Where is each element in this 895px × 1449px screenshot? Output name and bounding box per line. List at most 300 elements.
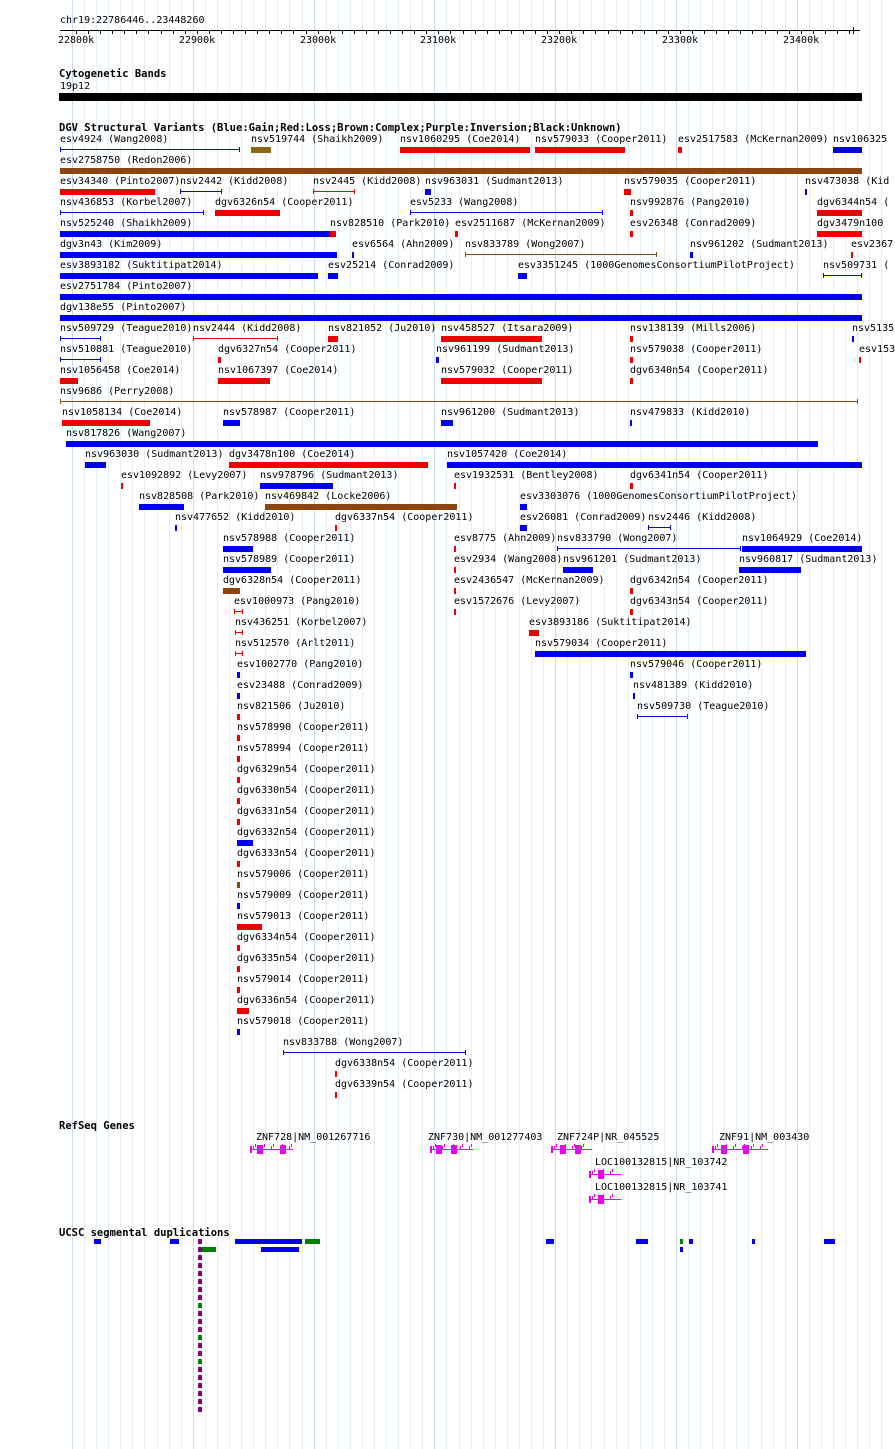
gene-exon[interactable]: [257, 1145, 263, 1154]
segdup-stack-bar[interactable]: [198, 1319, 202, 1324]
dgv-feature-label[interactable]: nsv481389 (Kidd2010): [633, 680, 754, 691]
dgv-feature-label[interactable]: nsv1057420 (Coe2014): [447, 449, 568, 460]
dgv-feature-bar[interactable]: [454, 546, 456, 552]
dgv-feature-label[interactable]: dgv6335n54 (Cooper2011): [237, 953, 376, 964]
dgv-feature-bar[interactable]: [237, 882, 240, 888]
dgv-feature-label[interactable]: nsv833790 (Wong2007): [557, 533, 678, 544]
dgv-feature-label[interactable]: nsv509729 (Teague2010): [60, 323, 193, 334]
dgv-feature-label[interactable]: nsv469842 (Locke2006): [265, 491, 392, 502]
dgv-feature-bar[interactable]: [425, 189, 431, 195]
dgv-feature-line[interactable]: [60, 212, 204, 213]
dgv-feature-label[interactable]: nsv579006 (Cooper2011): [237, 869, 370, 880]
dgv-feature-bar[interactable]: [352, 252, 354, 258]
dgv-feature-bar[interactable]: [223, 546, 253, 552]
dgv-feature-label[interactable]: nsv579035 (Cooper2011): [624, 176, 757, 187]
dgv-feature-label[interactable]: esv1932531 (Bentley2008): [454, 470, 599, 481]
dgv-feature-label[interactable]: nsv2442 (Kidd2008): [180, 176, 289, 187]
dgv-feature-label[interactable]: dgv6328n54 (Cooper2011): [223, 575, 362, 586]
dgv-feature-bar[interactable]: [518, 273, 527, 279]
dgv-feature-label[interactable]: nsv821052 (Ju2010): [328, 323, 437, 334]
dgv-feature-bar[interactable]: [223, 420, 240, 426]
gene-exon[interactable]: [743, 1145, 749, 1154]
segdup-bar[interactable]: [202, 1247, 216, 1252]
dgv-feature-label[interactable]: nsv961201 (Sudmant2013): [563, 554, 702, 565]
dgv-feature-bar[interactable]: [218, 378, 270, 384]
dgv-feature-bar[interactable]: [630, 357, 633, 363]
dgv-feature-label[interactable]: nsv509731 (: [823, 260, 890, 271]
dgv-feature-label[interactable]: nsv138139 (Mills2006): [630, 323, 757, 334]
dgv-feature-label[interactable]: esv1572676 (Levy2007): [454, 596, 581, 607]
dgv-feature-bar[interactable]: [454, 483, 456, 489]
dgv-feature-label[interactable]: esv34340 (Pinto2007): [60, 176, 181, 187]
dgv-feature-bar[interactable]: [328, 336, 338, 342]
dgv-feature-label[interactable]: dgv6342n54 (Cooper2011): [630, 575, 769, 586]
dgv-feature-bar[interactable]: [237, 861, 240, 867]
dgv-feature-label[interactable]: esv4924 (Wang2008): [60, 134, 169, 145]
dgv-feature-label[interactable]: dgv6336n54 (Cooper2011): [237, 995, 376, 1006]
dgv-feature-label[interactable]: dgv6337n54 (Cooper2011): [335, 512, 474, 523]
dgv-feature-bar[interactable]: [60, 294, 862, 300]
segdup-bar[interactable]: [824, 1239, 835, 1244]
dgv-feature-label[interactable]: nsv992876 (Pang2010): [630, 197, 751, 208]
dgv-feature-bar[interactable]: [535, 147, 625, 153]
dgv-feature-label[interactable]: nsv578989 (Cooper2011): [223, 554, 356, 565]
dgv-feature-label[interactable]: esv2758750 (Redon2006): [60, 155, 193, 166]
ruler-arrow: [853, 27, 854, 34]
dgv-feature-label[interactable]: nsv828510 (Park2010): [330, 218, 451, 229]
dgv-feature-label[interactable]: nsv477652 (Kidd2010): [175, 512, 296, 523]
segdup-stack-bar[interactable]: [198, 1287, 202, 1292]
dgv-feature-cap-left: [465, 252, 466, 257]
gene-exon[interactable]: [451, 1145, 457, 1154]
segdup-bar[interactable]: [689, 1239, 693, 1244]
dgv-feature-bar[interactable]: [62, 420, 150, 426]
dgv-feature-label[interactable]: nsv2445 (Kidd2008): [313, 176, 422, 187]
gene-exon[interactable]: [598, 1195, 604, 1204]
segdup-stack-bar[interactable]: [198, 1271, 202, 1276]
dgv-feature-line[interactable]: [637, 716, 688, 717]
dgv-feature-bar[interactable]: [237, 1029, 240, 1035]
segdup-bar[interactable]: [235, 1239, 302, 1244]
dgv-feature-bar[interactable]: [678, 147, 682, 153]
ruler-tick: [728, 30, 729, 34]
dgv-feature-bar[interactable]: [851, 252, 853, 258]
segdup-stack-bar[interactable]: [198, 1351, 202, 1356]
gene-label[interactable]: ZNF728|NM_001267716: [256, 1132, 371, 1143]
dgv-feature-label[interactable]: esv1002770 (Pang2010): [237, 659, 364, 670]
dgv-feature-label[interactable]: dgv138e55 (Pinto2007): [60, 302, 187, 313]
dgv-feature-label[interactable]: nsv579009 (Cooper2011): [237, 890, 370, 901]
dgv-feature-label[interactable]: nsv9686 (Perry2008): [60, 386, 175, 397]
dgv-track-title[interactable]: DGV Structural Variants (Blue:Gain;Red:Loss;Brown:Complex;Purple:Inversion;Black:Unknown): [59, 122, 622, 134]
dgv-feature-label[interactable]: esv2367: [851, 239, 894, 250]
gene-exon[interactable]: [598, 1170, 604, 1179]
dgv-feature-cap-left: [60, 336, 61, 341]
segdup-bar[interactable]: [680, 1239, 683, 1244]
dgv-feature-bar[interactable]: [630, 609, 633, 615]
position-label: chr19:22786446..23448260: [60, 15, 205, 26]
dgv-feature-label[interactable]: esv6564 (Ahn2009): [352, 239, 455, 250]
dgv-feature-label[interactable]: nsv1067397 (Coe2014): [218, 365, 339, 376]
dgv-feature-label[interactable]: nsv579013 (Cooper2011): [237, 911, 370, 922]
refseq-track-title[interactable]: RefSeq Genes: [59, 1120, 135, 1132]
dgv-feature-cap-left: [823, 273, 824, 278]
segdup-stack-bar[interactable]: [198, 1335, 202, 1340]
ruler-tick: [209, 30, 210, 34]
dgv-feature-bar[interactable]: [237, 777, 240, 783]
dgv-feature-line[interactable]: [313, 191, 355, 192]
dgv-feature-label[interactable]: nsv1064929 (Coe2014): [742, 533, 863, 544]
dgv-feature-label[interactable]: nsv2444 (Kidd2008): [193, 323, 302, 334]
dgv-feature-label[interactable]: esv25214 (Conrad2009): [328, 260, 455, 271]
dgv-feature-line[interactable]: [193, 338, 278, 339]
dgv-feature-label[interactable]: nsv963030 (Sudmant2013): [85, 449, 224, 460]
gene-label[interactable]: LOC100132815|NR_103742: [595, 1157, 728, 1168]
dgv-feature-bar[interactable]: [237, 714, 240, 720]
dgv-feature-bar[interactable]: [805, 189, 807, 195]
gene-exon[interactable]: [436, 1145, 442, 1154]
dgv-feature-bar[interactable]: [563, 567, 593, 573]
cytoband-bar[interactable]: [59, 93, 862, 101]
dgv-feature-bar[interactable]: [447, 462, 862, 468]
gene-label[interactable]: ZNF730|NM_001277403: [428, 1132, 543, 1143]
segdup-stack-bar[interactable]: [198, 1327, 202, 1332]
dgv-feature-label[interactable]: nsv821506 (Ju2010): [237, 701, 346, 712]
segdup-track-title[interactable]: UCSC segmental duplications: [59, 1227, 230, 1239]
dgv-feature-bar[interactable]: [852, 336, 854, 342]
dgv-feature-label[interactable]: nsv961199 (Sudmant2013): [436, 344, 575, 355]
dgv-feature-label[interactable]: esv3893182 (Suktitipat2014): [60, 260, 223, 271]
dgv-feature-line[interactable]: [823, 275, 862, 276]
dgv-feature-bar[interactable]: [335, 525, 337, 531]
dgv-feature-label[interactable]: esv23488 (Conrad2009): [237, 680, 364, 691]
dgv-feature-bar[interactable]: [817, 210, 862, 216]
dgv-feature-bar[interactable]: [237, 798, 240, 804]
dgv-feature-bar[interactable]: [335, 1092, 337, 1098]
dgv-feature-label[interactable]: dgv6331n54 (Cooper2011): [237, 806, 376, 817]
dgv-feature-bar[interactable]: [630, 210, 633, 216]
dgv-feature-label[interactable]: nsv963031 (Sudmant2013): [425, 176, 564, 187]
gene-intron-line[interactable]: [589, 1174, 621, 1175]
gene-strand-mark: [462, 1144, 463, 1147]
dgv-feature-label[interactable]: dgv6333n54 (Cooper2011): [237, 848, 376, 859]
dgv-feature-label[interactable]: nsv2446 (Kidd2008): [648, 512, 757, 523]
dgv-feature-label[interactable]: dgv3479n100: [817, 218, 884, 229]
dgv-feature-bar[interactable]: [237, 987, 240, 993]
dgv-feature-bar[interactable]: [175, 525, 177, 531]
dgv-feature-bar[interactable]: [237, 903, 240, 909]
segdup-stack-bar[interactable]: [198, 1255, 202, 1260]
ruler-tick: [390, 30, 391, 34]
dgv-feature-bar[interactable]: [223, 567, 271, 573]
dgv-feature-bar[interactable]: [60, 315, 862, 321]
segdup-bar[interactable]: [680, 1247, 683, 1252]
dgv-feature-bar[interactable]: [237, 735, 240, 741]
segdup-bar[interactable]: [94, 1239, 101, 1244]
segdup-bar[interactable]: [261, 1247, 299, 1252]
segdup-bar[interactable]: [636, 1239, 648, 1244]
dgv-feature-label[interactable]: nsv510881 (Teague2010): [60, 344, 193, 355]
gene-start-cap: [589, 1171, 591, 1178]
dgv-feature-bar[interactable]: [817, 231, 862, 237]
gridline: [628, 0, 629, 1449]
dgv-feature-bar[interactable]: [237, 819, 240, 825]
dgv-feature-label[interactable]: nsv106325: [833, 134, 888, 145]
dgv-feature-label[interactable]: dgv6341n54 (Cooper2011): [630, 470, 769, 481]
dgv-feature-label[interactable]: nsv978796 (Sudmant2013): [260, 470, 399, 481]
dgv-feature-line[interactable]: [60, 338, 101, 339]
segdup-stack-bar[interactable]: [198, 1399, 202, 1404]
dgv-feature-bar[interactable]: [335, 1071, 337, 1077]
dgv-feature-label[interactable]: nsv817826 (Wang2007): [66, 428, 187, 439]
dgv-feature-label[interactable]: dgv6334n54 (Cooper2011): [237, 932, 376, 943]
segdup-stack-bar[interactable]: [198, 1343, 202, 1348]
dgv-feature-label[interactable]: esv2934 (Wang2008): [454, 554, 563, 565]
dgv-feature-line[interactable]: [180, 191, 222, 192]
ruler-tick: [185, 30, 186, 34]
dgv-feature-bar[interactable]: [237, 672, 240, 678]
dgv-feature-bar[interactable]: [630, 588, 633, 594]
dgv-feature-bar[interactable]: [237, 945, 240, 951]
dgv-feature-label[interactable]: nsv579018 (Cooper2011): [237, 1016, 370, 1027]
dgv-feature-bar[interactable]: [535, 651, 806, 657]
dgv-feature-bar[interactable]: [859, 357, 861, 363]
dgv-feature-label[interactable]: dgv6332n54 (Cooper2011): [237, 827, 376, 838]
dgv-feature-line[interactable]: [60, 401, 858, 402]
segdup-bar[interactable]: [546, 1239, 554, 1244]
dgv-feature-bar[interactable]: [400, 147, 530, 153]
dgv-feature-label[interactable]: dgv6343n54 (Cooper2011): [630, 596, 769, 607]
dgv-feature-bar[interactable]: [237, 924, 262, 930]
dgv-feature-label[interactable]: nsv579046 (Cooper2011): [630, 659, 763, 670]
dgv-feature-bar[interactable]: [260, 483, 333, 489]
gene-label[interactable]: ZNF91|NM_003430: [719, 1132, 810, 1143]
dgv-feature-bar[interactable]: [85, 462, 106, 468]
dgv-feature-label[interactable]: dgv6340n54 (Cooper2011): [630, 365, 769, 376]
dgv-feature-bar[interactable]: [237, 756, 240, 762]
cytoband-track-title[interactable]: Cytogenetic Bands: [59, 68, 167, 80]
dgv-feature-bar[interactable]: [60, 378, 78, 384]
dgv-feature-cap-left: [235, 651, 236, 656]
dgv-feature-bar[interactable]: [630, 336, 633, 342]
dgv-feature-label[interactable]: esv3893186 (Suktitipat2014): [529, 617, 692, 628]
dgv-feature-bar[interactable]: [60, 252, 337, 258]
dgv-feature-label[interactable]: esv3351245 (1000GenomesConsortiumPilotProject): [518, 260, 795, 271]
dgv-feature-bar[interactable]: [237, 840, 253, 846]
dgv-feature-line[interactable]: [648, 527, 671, 528]
dgv-feature-bar[interactable]: [630, 378, 633, 384]
segdup-bar[interactable]: [752, 1239, 755, 1244]
dgv-feature-label[interactable]: esv2436547 (McKernan2009): [454, 575, 605, 586]
dgv-feature-label[interactable]: nsv436853 (Korbel2007): [60, 197, 193, 208]
segdup-bar[interactable]: [170, 1239, 179, 1244]
gene-intron-line[interactable]: [551, 1149, 592, 1150]
dgv-feature-label[interactable]: nsv579032 (Cooper2011): [441, 365, 574, 376]
dgv-feature-label[interactable]: esv26348 (Conrad2009): [630, 218, 757, 229]
dgv-feature-label[interactable]: nsv579038 (Cooper2011): [630, 344, 763, 355]
dgv-feature-label[interactable]: nsv833788 (Wong2007): [283, 1037, 404, 1048]
segdup-stack-bar[interactable]: [198, 1295, 202, 1300]
gene-exon[interactable]: [721, 1145, 727, 1154]
dgv-feature-label[interactable]: dgv6329n54 (Cooper2011): [237, 764, 376, 775]
dgv-feature-bar[interactable]: [223, 588, 240, 594]
dgv-feature-bar[interactable]: [60, 189, 155, 195]
dgv-feature-bar[interactable]: [229, 462, 428, 468]
dgv-feature-label[interactable]: dgv6344n54 (: [817, 197, 890, 208]
dgv-feature-bar[interactable]: [139, 504, 184, 510]
dgv-feature-bar[interactable]: [265, 504, 457, 510]
dgv-feature-label[interactable]: dgv3478n100 (Coe2014): [229, 449, 356, 460]
gene-strand-mark: [592, 1196, 593, 1199]
dgv-feature-line[interactable]: [410, 212, 603, 213]
dgv-feature-label[interactable]: nsv519744 (Shaikh2009): [251, 134, 384, 145]
dgv-feature-bar[interactable]: [630, 672, 633, 678]
dgv-feature-bar[interactable]: [742, 546, 862, 552]
dgv-feature-label[interactable]: esv2511687 (McKernan2009): [455, 218, 606, 229]
segdup-stack-bar[interactable]: [198, 1279, 202, 1284]
dgv-feature-bar[interactable]: [633, 693, 635, 699]
dgv-feature-bar[interactable]: [833, 147, 862, 153]
dgv-feature-label[interactable]: nsv960817 (Sudmant2013): [739, 554, 878, 565]
dgv-feature-label[interactable]: nsv5135: [852, 323, 895, 334]
segdup-stack-bar[interactable]: [198, 1407, 202, 1412]
dgv-feature-label[interactable]: nsv512570 (Arlt2011): [235, 638, 356, 649]
dgv-feature-label[interactable]: nsv961202 (Sudmant2013): [690, 239, 829, 250]
segdup-bar[interactable]: [305, 1239, 320, 1244]
ruler-tick-label: 22900k: [179, 35, 216, 46]
gene-exon[interactable]: [560, 1145, 566, 1154]
dgv-feature-label[interactable]: esv26081 (Conrad2009): [520, 512, 647, 523]
dgv-feature-label[interactable]: nsv473038 (Kid: [805, 176, 890, 187]
dgv-feature-label[interactable]: esv1092892 (Levy2007): [121, 470, 248, 481]
ruler-tick: [269, 30, 270, 34]
ruler-tick: [161, 30, 162, 34]
dgv-feature-bar[interactable]: [60, 168, 862, 174]
segdup-stack-bar[interactable]: [198, 1247, 202, 1252]
dgv-feature-label[interactable]: esv1000973 (Pang2010): [234, 596, 361, 607]
dgv-feature-label[interactable]: esv2517583 (McKernan2009): [678, 134, 829, 145]
dgv-feature-bar[interactable]: [454, 609, 456, 615]
dgv-feature-label[interactable]: nsv579014 (Cooper2011): [237, 974, 370, 985]
dgv-feature-bar[interactable]: [330, 231, 336, 237]
dgv-feature-label[interactable]: dgv6327n54 (Cooper2011): [218, 344, 357, 355]
dgv-feature-label[interactable]: dgv6330n54 (Cooper2011): [237, 785, 376, 796]
dgv-feature-bar[interactable]: [328, 273, 338, 279]
dgv-feature-label[interactable]: nsv1060295 (Coe2014): [400, 134, 521, 145]
gene-strand-mark: [469, 1146, 470, 1149]
dgv-feature-bar[interactable]: [455, 231, 458, 237]
ruler-tick: [475, 30, 476, 34]
segdup-stack-bar[interactable]: [198, 1263, 202, 1268]
dgv-feature-line[interactable]: [60, 149, 240, 150]
dgv-feature-bar[interactable]: [630, 231, 633, 237]
dgv-feature-label[interactable]: dgv6326n54 (Cooper2011): [215, 197, 354, 208]
gene-strand-mark: [612, 1194, 613, 1197]
dgv-feature-bar[interactable]: [529, 630, 539, 636]
dgv-feature-label[interactable]: nsv578990 (Cooper2011): [237, 722, 370, 733]
dgv-feature-label[interactable]: nsv525240 (Shaikh2009): [60, 218, 193, 229]
dgv-feature-label[interactable]: dgv6339n54 (Cooper2011): [335, 1079, 474, 1090]
dgv-feature-bar[interactable]: [454, 567, 456, 573]
dgv-feature-bar[interactable]: [215, 210, 280, 216]
dgv-feature-bar[interactable]: [218, 357, 221, 363]
dgv-feature-bar[interactable]: [624, 189, 631, 195]
dgv-feature-label[interactable]: esv153: [859, 344, 895, 355]
dgv-feature-line[interactable]: [465, 254, 657, 255]
dgv-feature-bar[interactable]: [630, 420, 632, 426]
dgv-feature-label[interactable]: nsv1058134 (Coe2014): [62, 407, 183, 418]
gene-strand-mark: [444, 1144, 445, 1147]
dgv-feature-bar[interactable]: [66, 441, 818, 447]
segdup-stack-bar[interactable]: [198, 1383, 202, 1388]
gene-label[interactable]: LOC100132815|NR_103741: [595, 1182, 728, 1193]
dgv-feature-bar[interactable]: [520, 504, 527, 510]
dgv-feature-label[interactable]: esv2751784 (Pinto2007): [60, 281, 193, 292]
dgv-feature-label[interactable]: esv8775 (Ahn2009): [454, 533, 557, 544]
dgv-feature-label[interactable]: nsv436251 (Korbel2007): [235, 617, 368, 628]
segdup-stack-bar[interactable]: [198, 1367, 202, 1372]
dgv-feature-bar[interactable]: [436, 357, 439, 363]
dgv-feature-bar[interactable]: [441, 420, 453, 426]
dgv-feature-bar[interactable]: [690, 252, 693, 258]
dgv-feature-bar[interactable]: [251, 147, 271, 153]
segdup-stack-bar[interactable]: [198, 1391, 202, 1396]
dgv-feature-label[interactable]: nsv828508 (Park2010): [139, 491, 260, 502]
dgv-feature-label[interactable]: dgv3n43 (Kim2009): [60, 239, 163, 250]
ruler-tick: [571, 30, 572, 34]
dgv-feature-bar[interactable]: [237, 966, 240, 972]
gene-label[interactable]: ZNF724P|NR_045525: [557, 1132, 660, 1143]
dgv-feature-label[interactable]: nsv833789 (Wong2007): [465, 239, 586, 250]
segdup-stack-bar[interactable]: [198, 1311, 202, 1316]
dgv-feature-label[interactable]: esv3303076 (1000GenomesConsortiumPilotProject): [520, 491, 797, 502]
dgv-feature-label[interactable]: nsv579033 (Cooper2011): [535, 134, 668, 145]
dgv-feature-bar[interactable]: [237, 693, 240, 699]
dgv-feature-line[interactable]: [283, 1052, 466, 1053]
segdup-stack-bar[interactable]: [198, 1359, 202, 1364]
dgv-feature-bar[interactable]: [60, 273, 318, 279]
dgv-feature-label[interactable]: nsv961200 (Sudmant2013): [441, 407, 580, 418]
dgv-feature-label[interactable]: nsv1056458 (Coe2014): [60, 365, 181, 376]
dgv-feature-label[interactable]: nsv479833 (Kidd2010): [630, 407, 751, 418]
dgv-feature-bar[interactable]: [441, 378, 542, 384]
dgv-feature-label[interactable]: nsv579034 (Cooper2011): [535, 638, 668, 649]
dgv-feature-bar[interactable]: [441, 336, 542, 342]
dgv-feature-label[interactable]: esv5233 (Wang2008): [410, 197, 519, 208]
dgv-feature-bar[interactable]: [121, 483, 123, 489]
gene-exon[interactable]: [280, 1145, 286, 1154]
dgv-feature-line[interactable]: [60, 359, 101, 360]
dgv-feature-label[interactable]: nsv578994 (Cooper2011): [237, 743, 370, 754]
dgv-feature-bar[interactable]: [520, 525, 527, 531]
dgv-feature-bar[interactable]: [60, 231, 330, 237]
dgv-feature-label[interactable]: dgv6338n54 (Cooper2011): [335, 1058, 474, 1069]
gene-intron-line[interactable]: [589, 1199, 621, 1200]
dgv-feature-label[interactable]: nsv509730 (Teague2010): [637, 701, 770, 712]
gene-exon[interactable]: [575, 1145, 581, 1154]
dgv-feature-label[interactable]: nsv458527 (Itsara2009): [441, 323, 574, 334]
dgv-feature-label[interactable]: nsv578988 (Cooper2011): [223, 533, 356, 544]
dgv-feature-label[interactable]: nsv578987 (Cooper2011): [223, 407, 356, 418]
segdup-stack-bar[interactable]: [198, 1375, 202, 1380]
segdup-stack-bar[interactable]: [198, 1239, 202, 1244]
dgv-feature-bar[interactable]: [739, 567, 801, 573]
dgv-feature-bar[interactable]: [237, 1008, 249, 1014]
dgv-feature-bar[interactable]: [454, 588, 456, 594]
segdup-stack-bar[interactable]: [198, 1303, 202, 1308]
dgv-feature-bar[interactable]: [630, 483, 633, 489]
dgv-feature-line[interactable]: [557, 548, 741, 549]
